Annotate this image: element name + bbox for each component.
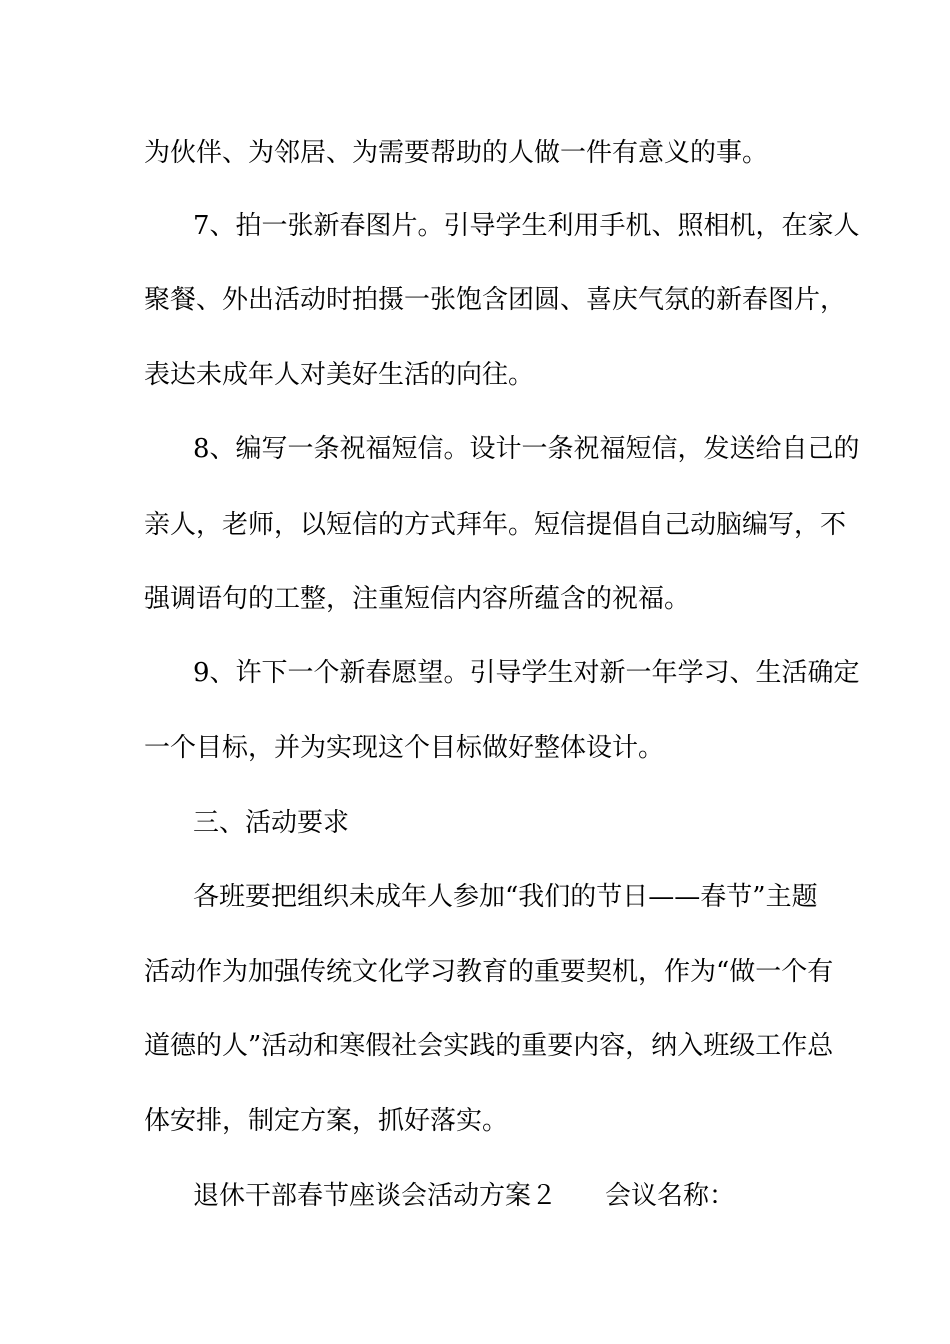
meeting-name-label: 会议名称： (605, 1181, 736, 1211)
paragraph-line: 道德的人”活动和寒假社会实践的重要内容，纳入班级工作总 (144, 1031, 834, 1061)
plan-title-line (193, 1181, 735, 1211)
paragraph-line: 聚餐、外出活动时拍摄一张饱含团圆、喜庆气氛的新春图片， (144, 285, 847, 315)
paragraph-line: 7、拍一张新春图片。引导学生利用手机、照相机，在家人 (193, 211, 860, 241)
section-heading: 三、活动要求 (193, 808, 350, 838)
paragraph-line: 8、编写一条祝福短信。设计一条祝福短信，发送给自己的 (193, 434, 860, 464)
paragraph-line: 亲人，老师，以短信的方式拜年。短信提倡自己动脑编写，不 (144, 510, 847, 540)
paragraph-line: 体安排，制定方案，抓好落实。 (144, 1106, 509, 1136)
paragraph-line: 表达未成年人对美好生活的向往。 (144, 360, 535, 390)
paragraph-line: 一个目标，并为实现这个目标做好整体设计。 (144, 733, 665, 763)
paragraph-line: 9、许下一个新春愿望。引导学生对新一年学习、生活确定 (193, 658, 860, 688)
paragraph-line: 活动作为加强传统文化学习教育的重要契机，作为“做一个有 (144, 957, 834, 987)
plan-title: 退休干部春节座谈会活动方案２ (193, 1181, 558, 1211)
paragraph-line: 强调语句的工整，注重短信内容所蕴含的祝福。 (144, 584, 691, 614)
paragraph-line: 各班要把组织未成年人参加“我们的节日——春节”主题 (193, 882, 818, 912)
paragraph-line: 为伙伴、为邻居、为需要帮助的人做一件有意义的事。 (144, 138, 769, 168)
